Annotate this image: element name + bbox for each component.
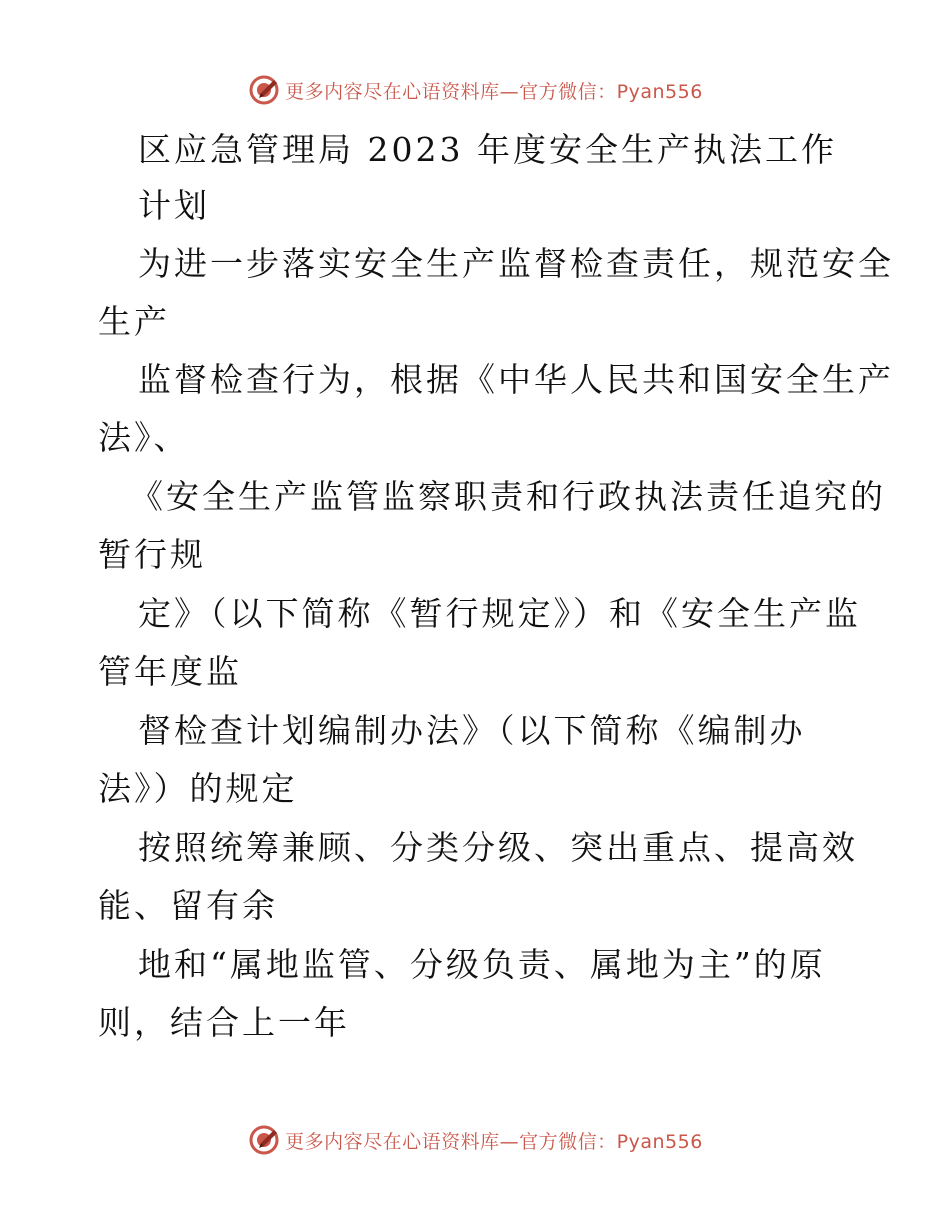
body-line: 地和“属地监管、分级负责、属地为主”的原 — [138, 945, 826, 984]
body-line: 生产 — [98, 302, 170, 341]
body-line: 能、留有余 — [98, 886, 278, 925]
pen-logo-icon — [247, 1123, 281, 1157]
header-watermark — [0, 70, 950, 110]
watermark-text: 更多内容尽在心语资料库—官方微信：Pyan556 — [285, 80, 703, 103]
body-line: 《安全生产监管监察职责和行政执法责任追究的 — [130, 477, 886, 516]
body-line: 法》）的规定 — [98, 769, 298, 808]
pen-logo-icon — [247, 73, 281, 107]
footer-watermark — [0, 1120, 950, 1160]
document-title-line-2: 计划 — [138, 186, 210, 225]
body-line: 为进一步落实安全生产监督检查责任，规范安全 — [138, 244, 894, 283]
document-title-line-1: 区应急管理局 2023 年度安全生产执法工作 — [138, 130, 837, 169]
body-line: 监督检查行为，根据《中华人民共和国安全生产 — [138, 360, 894, 399]
body-line: 则，结合上一年 — [98, 1003, 350, 1042]
body-line: 督检查计划编制办法》（以下简称《编制办 — [138, 711, 806, 750]
body-line: 按照统筹兼顾、分类分级、突出重点、提高效 — [138, 828, 858, 867]
body-line: 管年度监 — [98, 652, 242, 691]
body-line: 暂行规 — [98, 535, 206, 574]
body-line: 定》（以下简称《暂行规定》）和《安全生产监 — [138, 594, 861, 633]
body-line: 法》、 — [98, 418, 190, 457]
watermark-text: 更多内容尽在心语资料库—官方微信：Pyan556 — [285, 1130, 703, 1153]
